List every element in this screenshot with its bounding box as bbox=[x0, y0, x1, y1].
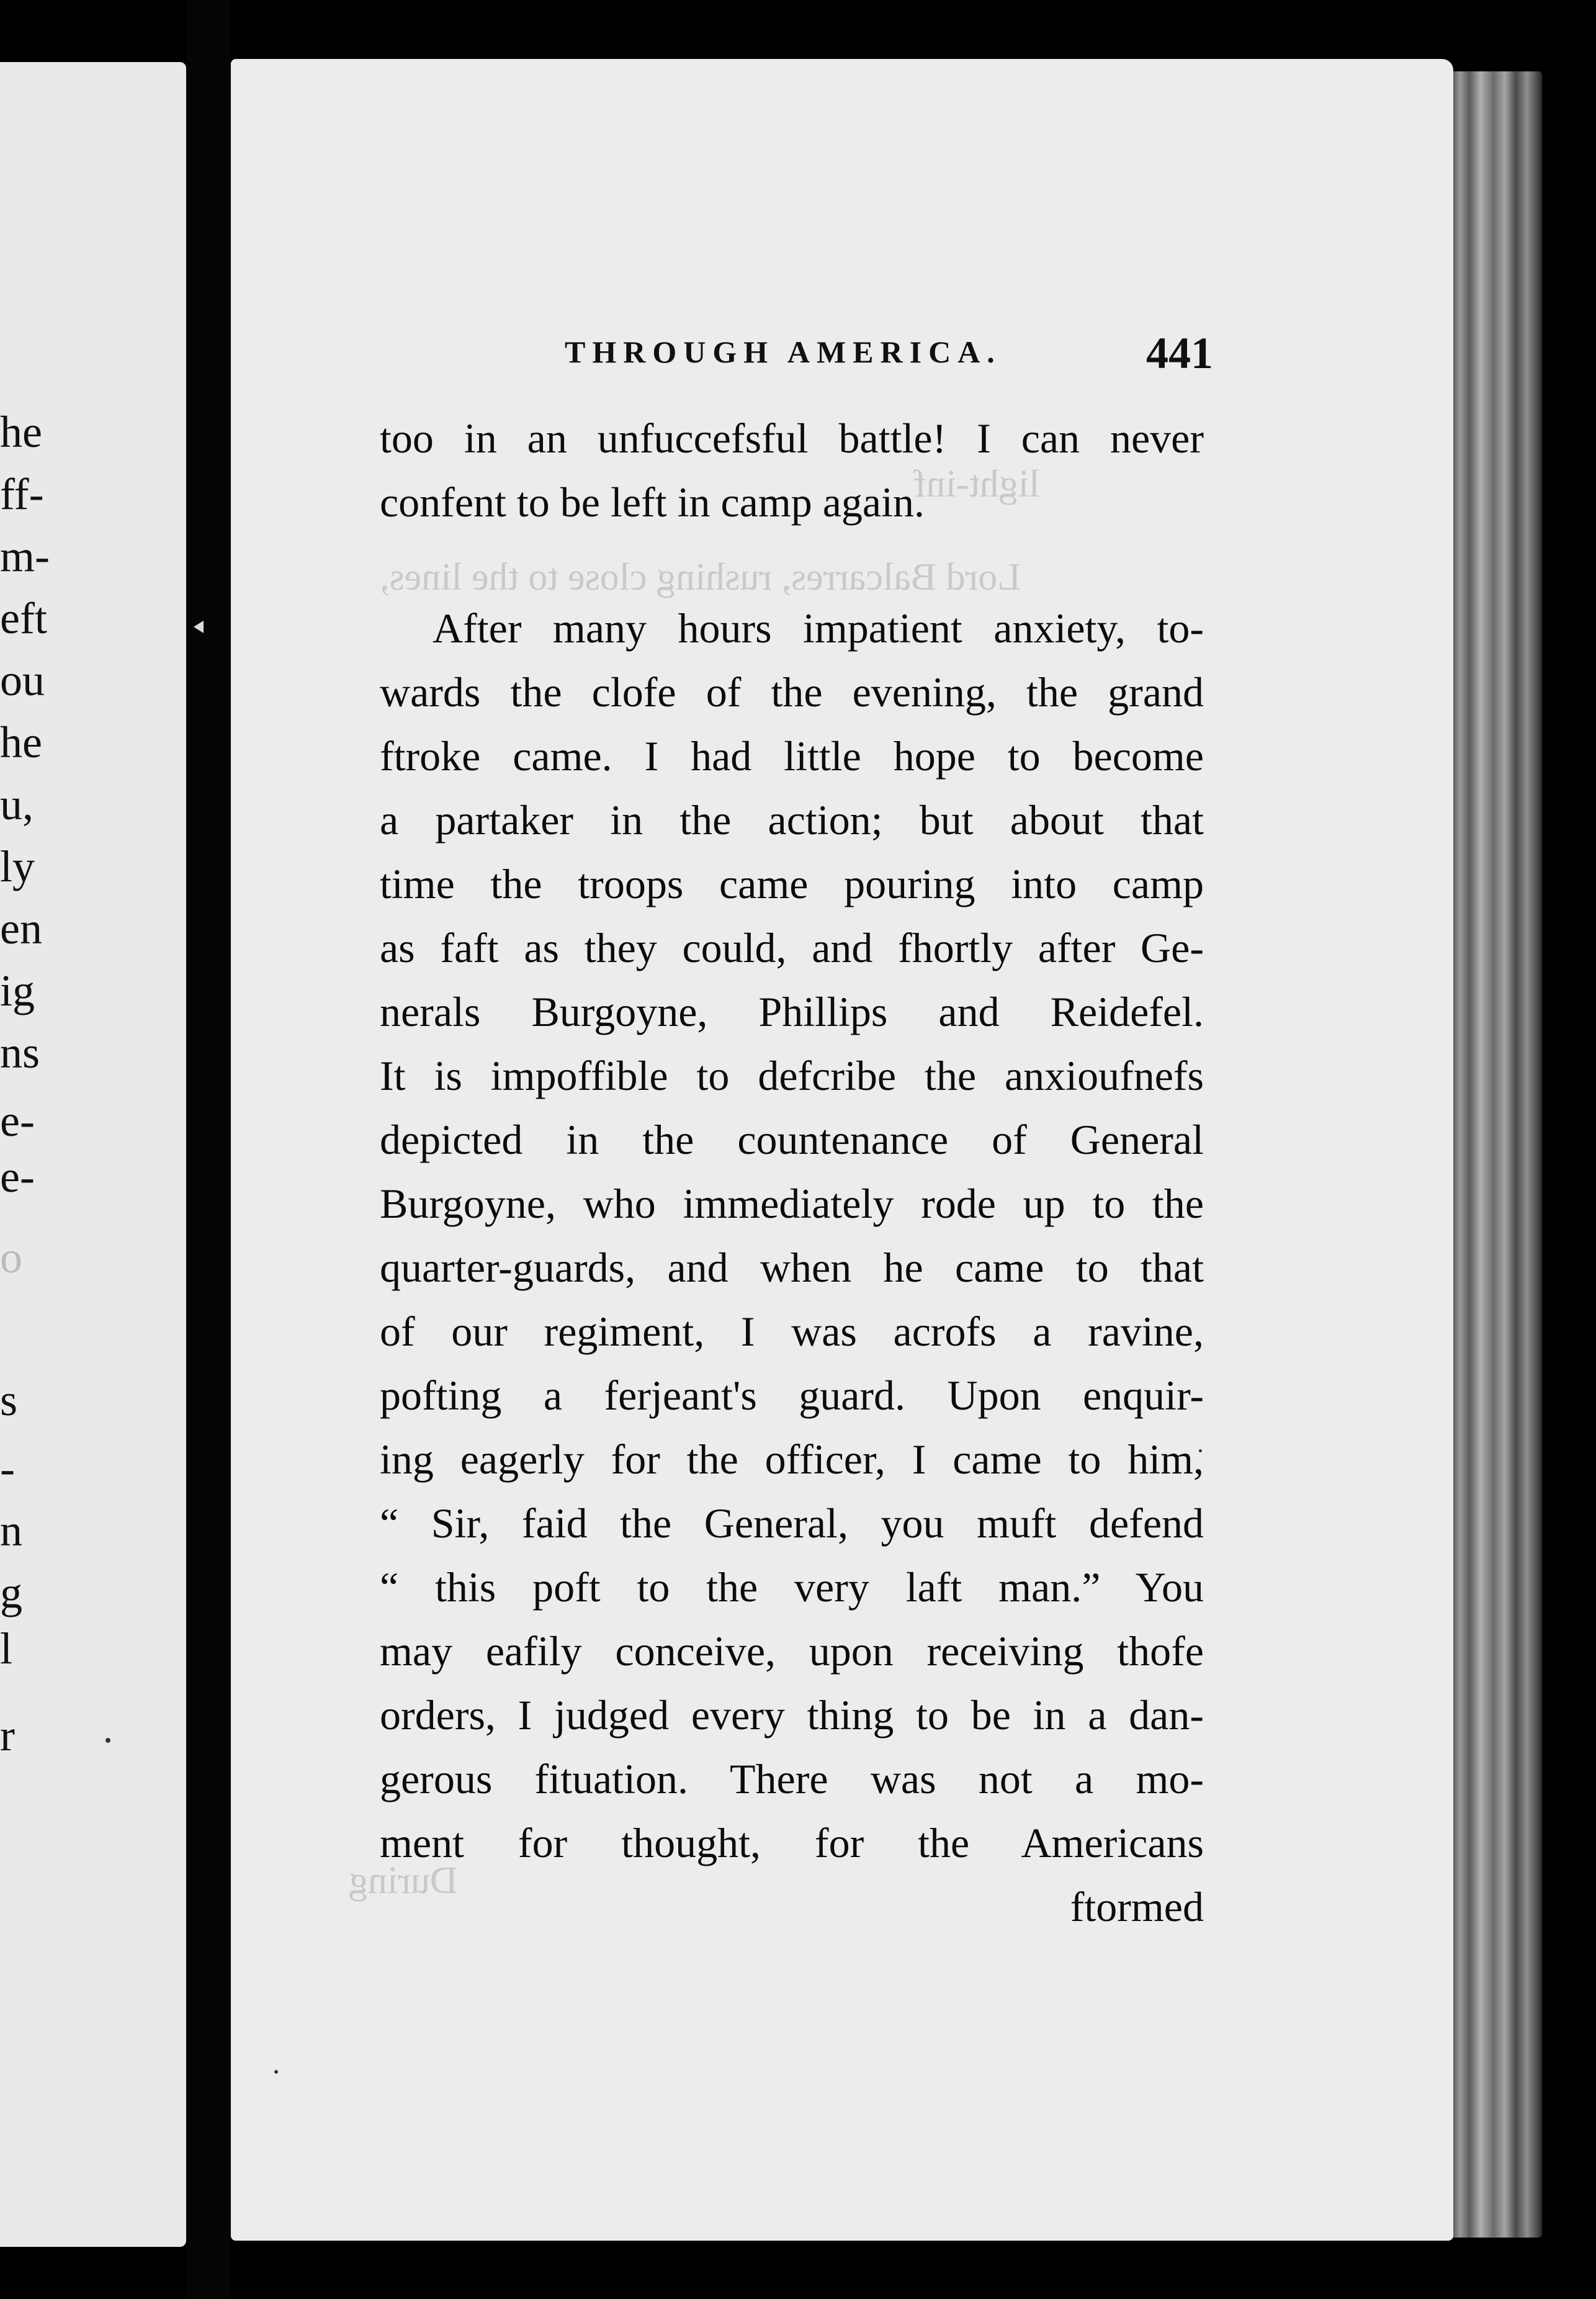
show-through-text: Lord Balcarres, rushing close to the lines, bbox=[380, 556, 1021, 598]
left-page-text-fragment: g bbox=[0, 1568, 22, 1617]
text-line: as faft as they could, and fhortly after Ge- bbox=[380, 924, 1204, 971]
left-page-text-fragment: s bbox=[0, 1375, 18, 1425]
book-gutter bbox=[186, 0, 231, 2299]
text-line: a partaker in the action; but about that bbox=[380, 796, 1204, 844]
margin-arrow-mark bbox=[194, 621, 204, 633]
text-line: too in an unfuccefsful battle! I can never bbox=[380, 415, 1204, 462]
left-page-text-fragment: r bbox=[0, 1711, 15, 1760]
text-line: ing eagerly for the officer, I came to him, bbox=[380, 1436, 1204, 1483]
ink-speck bbox=[274, 2070, 278, 2074]
text-line: confent to be left in camp again. bbox=[380, 479, 925, 526]
left-page-text-fragment: u, bbox=[0, 780, 34, 829]
left-page-text-fragment: he bbox=[0, 718, 42, 767]
paragraph-break bbox=[380, 534, 1204, 596]
text-line: nerals Burgoyne, Phillips and Reidefel. bbox=[380, 988, 1204, 1035]
left-page-text-fragment: he bbox=[0, 407, 42, 457]
left-page-text-fragment: ly bbox=[0, 842, 35, 891]
text-line: gerous fituation. There was not a mo- bbox=[380, 1755, 1204, 1802]
text-line: of our regiment, I was acrofs a ravine, bbox=[380, 1308, 1204, 1355]
left-page-text-fragment: e- bbox=[0, 1096, 35, 1146]
text-line: time the troops came pouring into camp bbox=[380, 860, 1204, 907]
text-line: ftroke came. I had little hope to become bbox=[380, 732, 1204, 780]
text-line: may eafily conceive, upon receiving thofe bbox=[380, 1627, 1204, 1675]
left-page-text-fragment: n bbox=[0, 1506, 22, 1555]
left-page-text-fragment: en bbox=[0, 904, 42, 953]
page-edges bbox=[1449, 71, 1542, 2238]
running-header bbox=[335, 328, 1213, 384]
facing-page-fragment bbox=[0, 62, 186, 2247]
left-page-text-fragment: e- bbox=[0, 1152, 35, 1202]
text-line: It is impoffible to defcribe the anxioufnefs bbox=[380, 1052, 1204, 1099]
text-line: depicted in the countenance of General bbox=[380, 1116, 1204, 1163]
page-number: 441 bbox=[1146, 328, 1213, 378]
body-text bbox=[380, 407, 1204, 1939]
ink-speck bbox=[105, 1738, 110, 1743]
text-line: wards the clofe of the evening, the grand bbox=[380, 668, 1204, 716]
left-page-text-fragment: l bbox=[0, 1624, 13, 1673]
left-page-text-fragment: eft bbox=[0, 593, 47, 643]
left-page-text-fragment: m- bbox=[0, 531, 50, 581]
text-line: After many hours impatient anxiety, to- bbox=[433, 605, 1204, 652]
left-page-text-fragment: ou bbox=[0, 655, 45, 705]
show-through-text: light-inf bbox=[913, 463, 1040, 505]
show-through-text: During bbox=[349, 1860, 458, 1902]
left-page-text-fragment: ff- bbox=[0, 469, 44, 519]
text-line: “ Sir, faid the General, you muft defend bbox=[380, 1500, 1204, 1547]
text-line: “ this poft to the very laft man.” You bbox=[380, 1563, 1204, 1611]
running-title: THROUGH AMERICA. bbox=[565, 335, 1002, 369]
left-page-text-fragment: ns bbox=[0, 1028, 40, 1078]
text-line: Burgoyne, who immediately rode up to the bbox=[380, 1180, 1204, 1227]
left-page-text-fragment: o bbox=[0, 1233, 22, 1282]
text-line: orders, I judged every thing to be in a dan- bbox=[380, 1691, 1204, 1739]
text-line: ment for thought, for the Americans bbox=[380, 1819, 1204, 1866]
catchword: ftormed bbox=[1070, 1883, 1204, 1930]
text-line: quarter-guards, and when he came to that bbox=[380, 1244, 1204, 1291]
text-line: pofting a ferjeant's guard. Upon enquir- bbox=[380, 1372, 1204, 1419]
left-page-text-fragment: - bbox=[0, 1444, 15, 1493]
left-page-text-fragment: ig bbox=[0, 966, 35, 1015]
